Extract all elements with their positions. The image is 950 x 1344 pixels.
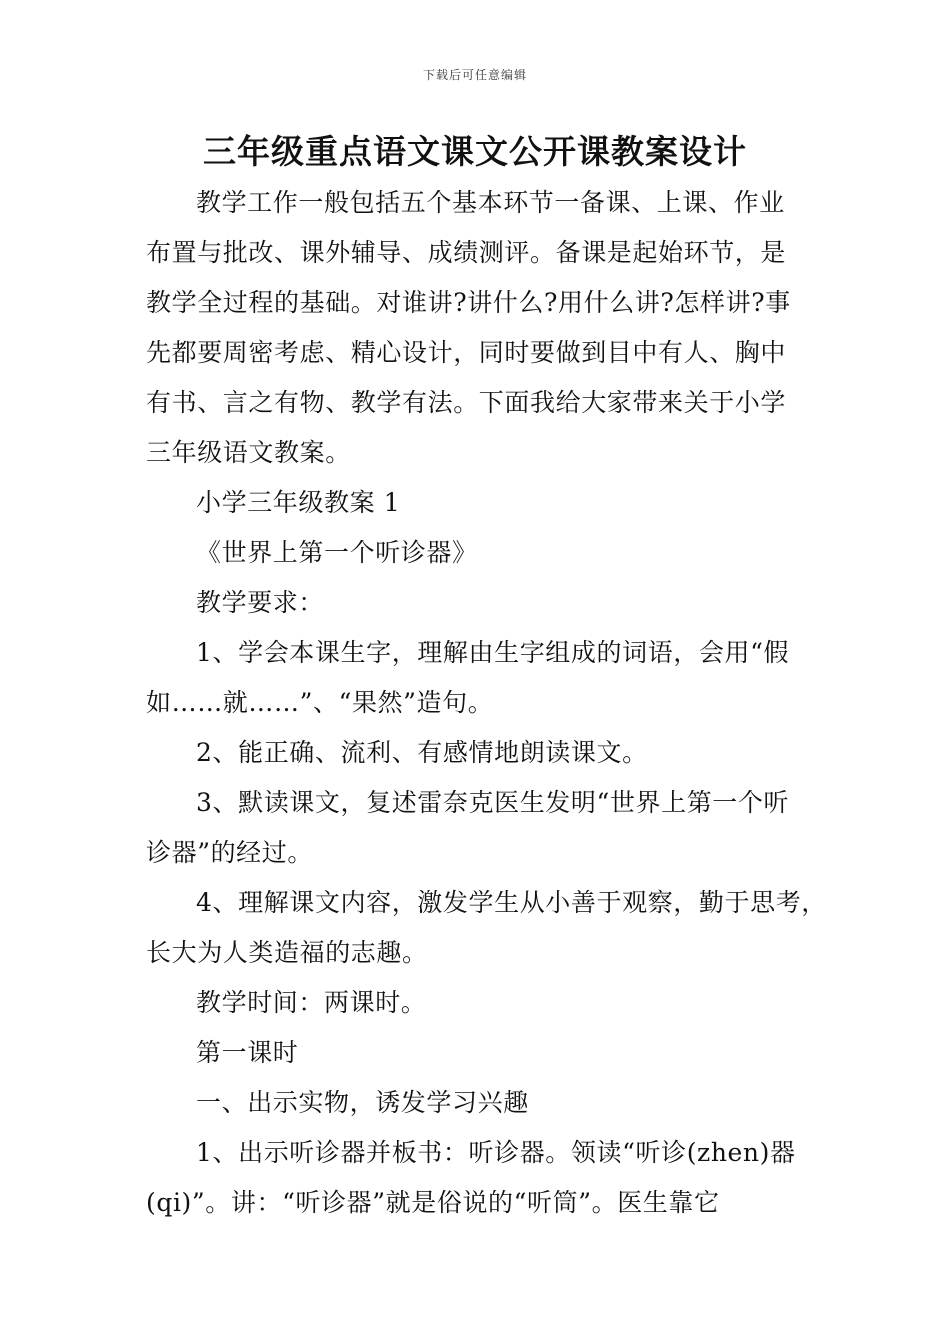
paragraph-line: 教学时间：两课时。 <box>196 988 427 1017</box>
lesson-title: 《世界上第一个听诊器》 <box>196 538 478 567</box>
document-body <box>146 178 827 1228</box>
section-heading: 一、出示实物，诱发学习兴趣 <box>196 1088 529 1117</box>
list-item-continuation: 如……就……”、“果然”造句。 <box>146 688 494 717</box>
paragraph-line: 教学工作一般包括五个基本环节一备课、上课、作业 <box>196 188 785 217</box>
list-item: 1、学会本课生字，理解由生字组成的词语，会用“假 <box>196 638 790 667</box>
list-item: 1、出示听诊器并板书：听诊器。领读“听诊(zhen)器 <box>196 1138 796 1167</box>
document-title: 三年级重点语文课文公开课教案设计 <box>203 132 747 171</box>
list-item-continuation: (qi)”。讲：“听诊器”就是俗说的“听筒”。医生靠它 <box>146 1188 720 1217</box>
list-item: 3、默读课文，复述雷奈克医生发明“世界上第一个听 <box>196 788 790 817</box>
header-note: 下载后可任意编辑 <box>422 68 527 82</box>
list-item: 2、能正确、流利、有感情地朗读课文。 <box>196 738 648 767</box>
section-heading: 教学要求： <box>196 588 325 617</box>
section-heading: 第一课时 <box>196 1038 299 1067</box>
list-item: 4、理解课文内容，激发学生从小善于观察，勤于思考， <box>196 888 827 917</box>
paragraph-line: 三年级语文教案。 <box>146 438 351 467</box>
paragraph-line: 有书、言之有物、教学有法。下面我给大家带来关于小学 <box>146 388 787 417</box>
list-item-continuation: 长大为人类造福的志趣。 <box>146 938 428 967</box>
paragraph-line: 教学全过程的基础。对谁讲?讲什么?用什么讲?怎样讲?事 <box>146 288 791 317</box>
section-heading: 小学三年级教案 1 <box>196 488 401 517</box>
paragraph-line: 布置与批改、课外辅导、成绩测评。备课是起始环节，是 <box>146 238 787 267</box>
list-item-continuation: 诊器”的经过。 <box>146 838 313 867</box>
paragraph-line: 先都要周密考虑、精心设计，同时要做到目中有人、胸中 <box>146 338 787 367</box>
